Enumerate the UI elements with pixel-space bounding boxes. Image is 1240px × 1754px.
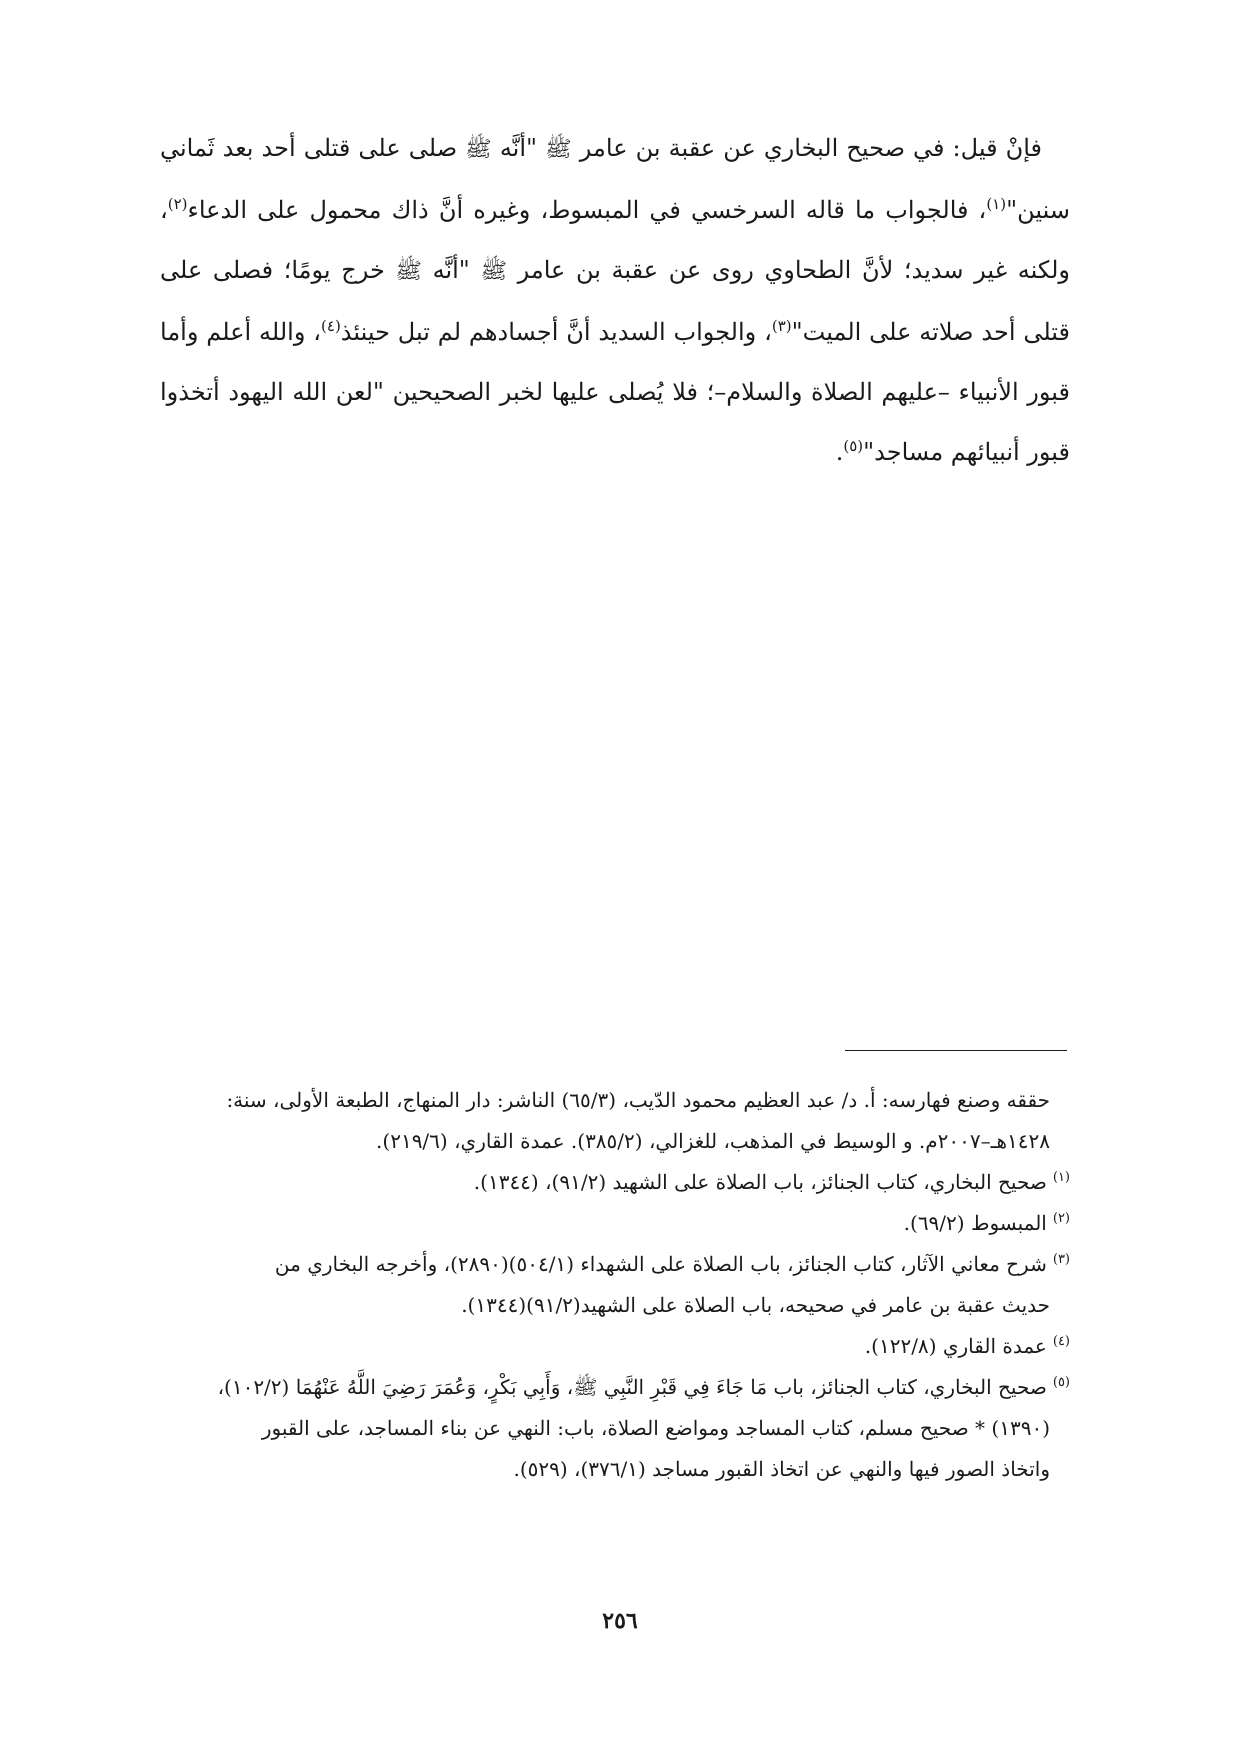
text-run: ، والله أعلم وأما قبور الأنبياء –عليهم الصلاة والسلام–؛ فلا يُصلى عليها لخبر الصحيحين "لعن الله اليهود أتخذوا قبور أنبيائهم مساجد"	[160, 318, 1070, 466]
footnote-3	[160, 1244, 1070, 1285]
footnote-5-continuation: واتخاذ الصور فيها والنهي عن اتخاذ القبور مساجد (٣٧٦/١)، (٥٢٩).	[513, 1457, 1050, 1481]
footnote-number: (٤)	[1052, 1334, 1070, 1349]
honorific-glyph: ﷺ	[480, 259, 508, 284]
text-run: خرج يومًا؛ فصلى على قتلى أحد صلاته على الميت"	[160, 256, 1070, 346]
text-run: صلى على قتلى أحد بعد ثَماني سنين"	[160, 134, 1070, 224]
footnote-ref-4[interactable]: (٤)	[321, 317, 341, 335]
footnote-text: المبسوط (٦٩/٢).	[903, 1211, 1047, 1235]
footnote-2	[160, 1203, 1070, 1244]
footnote-number: (٢)	[1052, 1211, 1070, 1226]
footnote-separator	[845, 1050, 1067, 1051]
text-run: ، فالجواب ما قاله السرخسي في المبسوط، وغيره أنَّ ذاك محمول على الدعاء	[187, 196, 987, 224]
text-run: .	[835, 438, 844, 466]
footnote-3-continuation: حديث عقبة بن عامر في صحيحه، باب الصلاة على الشهيد(٩١/٢)(١٣٤٤).	[461, 1293, 1050, 1317]
footnote-number: (١)	[1052, 1170, 1070, 1185]
text-run: فإنْ قيل: في صحيح البخاري عن عقبة بن عامر	[571, 134, 1043, 162]
footnote-number: (٥)	[1052, 1375, 1070, 1390]
footnote-5	[160, 1367, 1070, 1408]
footnote-4	[160, 1326, 1070, 1367]
footnote-text: صحيح البخاري، كتاب الجنائز، باب مَا جَاءَ فِي قَبْرِ النَّبِي ﷺ، وَأَبِي بَكْرٍ، وَعُمَرَ رَضِيَ اللَّهُ عَنْهُمَا (١٠٢/٢)،	[217, 1375, 1047, 1399]
text-run: ، ولكنه غير سديد؛ لأنَّ الطحاوي روى عن عقبة بن عامر	[160, 196, 1071, 284]
footnote-5-continuation: (١٣٩٠) * صحيح مسلم، كتاب المساجد ومواضع الصلاة، باب: النهي عن بناء المساجد، على القبور	[261, 1416, 1050, 1440]
footnote-carryover-line: ١٤٢٨هـ–٢٠٠٧م. و الوسيط في المذهب، للغزالي، (٣٨٥/٢). عمدة القاري، (٢١٩/٦).	[376, 1129, 1050, 1153]
footnote-number: (٣)	[1052, 1252, 1070, 1267]
text-run: "أنَّه	[491, 134, 546, 162]
footnote-carryover-line: حققه وصنع فهارسه: أ. د/ عبد العظيم محمود الدّيب، (٦٥/٣) الناشر: دار المنهاج، الطبعة الأولى، سنة:	[226, 1088, 1050, 1112]
footnote-ref-2[interactable]: (٢)	[167, 195, 188, 213]
footnote-text: شرح معاني الآثار، كتاب الجنائز، باب الصلاة على الشهداء (٥٠٤/١)(٢٨٩٠)، وأخرجه البخاري من	[274, 1252, 1047, 1276]
honorific-glyph: ﷺ	[395, 259, 422, 284]
footnote-text: عمدة القاري (١٢٢/٨).	[864, 1334, 1047, 1358]
main-paragraph	[160, 118, 1070, 482]
main-text	[160, 118, 1070, 482]
footnote-text: صحيح البخاري، كتاب الجنائز، باب الصلاة على الشهيد (٩١/٢)، (١٣٤٤).	[473, 1170, 1047, 1194]
honorific-glyph: ﷺ	[545, 137, 572, 162]
honorific-glyph: ﷺ	[465, 137, 492, 162]
footnote-ref-5[interactable]: (٥)	[843, 437, 864, 455]
text-run: "أنَّه	[421, 256, 481, 284]
footnote-ref-1[interactable]: (١)	[986, 195, 1007, 213]
footnote-1	[160, 1162, 1070, 1203]
page-number: ٢٥٦	[602, 1608, 638, 1634]
footnotes	[160, 1080, 1070, 1490]
footnote-ref-3[interactable]: (٣)	[771, 317, 792, 335]
text-run: ، والجواب السديد أنَّ أجسادهم لم تبل حينئذ	[340, 318, 772, 346]
